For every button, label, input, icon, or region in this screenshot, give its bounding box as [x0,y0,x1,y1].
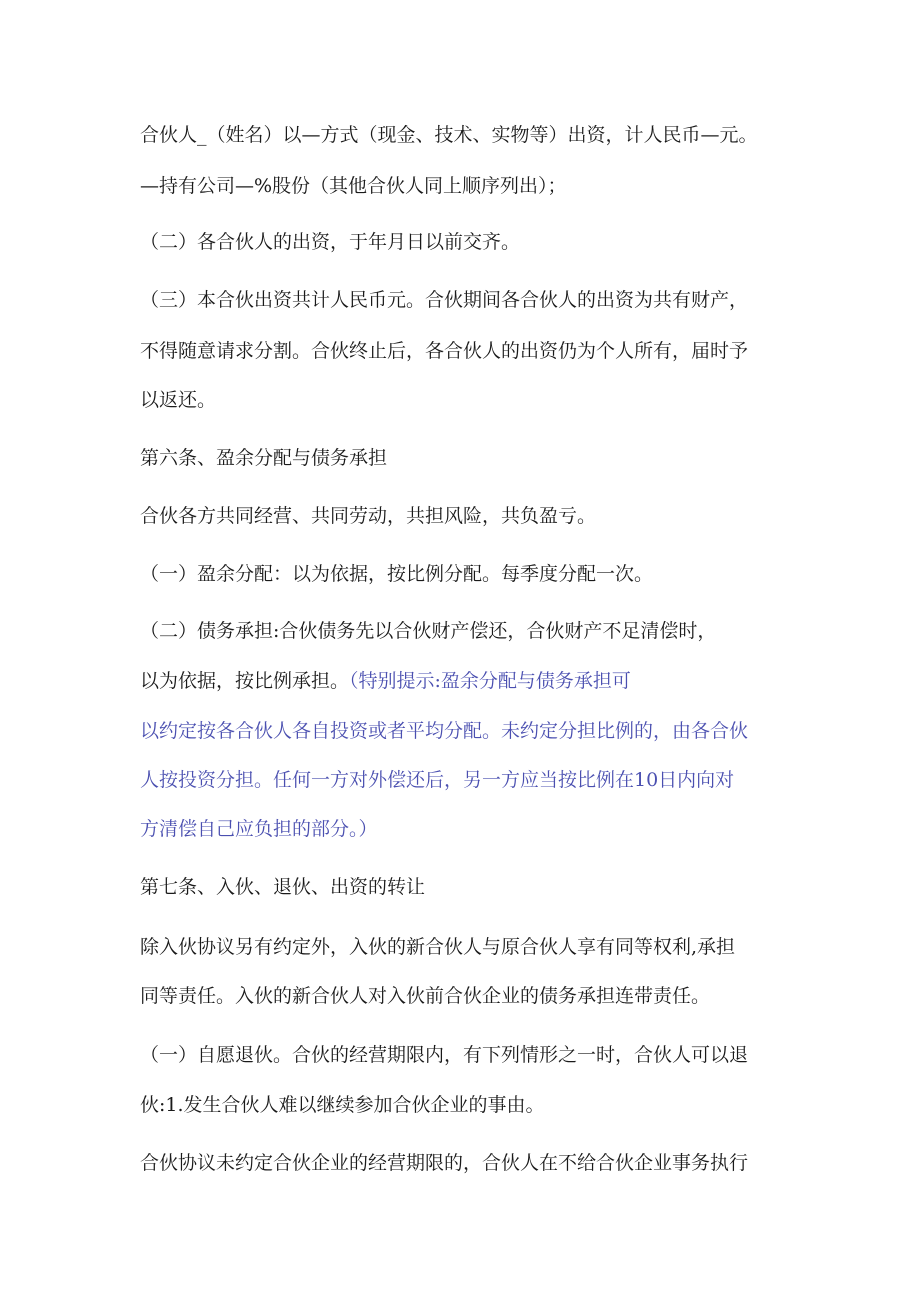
text-line: （二）债务承担:合伙债务先以合伙财产偿还，合伙财产不足清偿时， [140,620,717,642]
text-line: 不得随意请求分割。合伙终止后，各合伙人的出资仍为个人所有，届时予 [140,340,749,362]
text-line [140,668,631,694]
text-line: （二）各合伙人的出资，于年月日以前交齐。 [140,231,521,253]
text-line: （一）自愿退伙。合伙的经营期限内，有下列情形之一时，合伙人可以退 [140,1044,749,1066]
special-note-line: 方清偿自己应负担的部分。） [140,818,378,840]
special-note-line: 人按投资分担。任何一方对外偿还后，另一方应当按比例在10日内向对 [140,769,735,791]
text-line: （三）本合伙出资共计人民币元。合伙期间各合伙人的出资为共有财产， [140,289,749,311]
text-line: —持有公司—%股份（其他合伙人同上顺序列出）； [140,175,567,197]
text-line: （一）盈余分配：以为依据，按比例分配。每季度分配一次。 [140,563,654,585]
text-segment: 以为依据，按比例承担。 [140,670,350,692]
text-line: 同等责任。入伙的新合伙人对入伙前合伙企业的债务承担连带责任。 [140,985,711,1007]
section-heading: 第七条、入伙、退伙、出资的转让 [140,876,426,898]
special-note-start: （特别提示:盈余分配与债务承担可 [349,670,631,692]
text-line: 合伙协议未约定合伙企业的经营期限的，合伙人在不给合伙企业事务执行 [140,1152,749,1174]
section-heading: 第六条、盈余分配与债务承担 [140,447,388,469]
special-note-line: 以约定按各合伙人各自投资或者平均分配。未约定分担比例的，由各合伙 [140,720,749,742]
text-line: 合伙人_（姓名）以—方式（现金、技术、实物等）出资，计人民币—元。 [140,124,758,146]
text-line: 合伙各方共同经营、共同劳动，共担风险，共负盈亏。 [140,505,597,527]
text-line: 以返还。 [140,389,217,411]
text-line: 伙:1.发生合伙人难以继续参加合伙企业的事由。 [140,1094,545,1116]
text-line: 除入伙协议另有约定外，入伙的新合伙人与原合伙人享有同等权利,承担 [140,936,736,958]
